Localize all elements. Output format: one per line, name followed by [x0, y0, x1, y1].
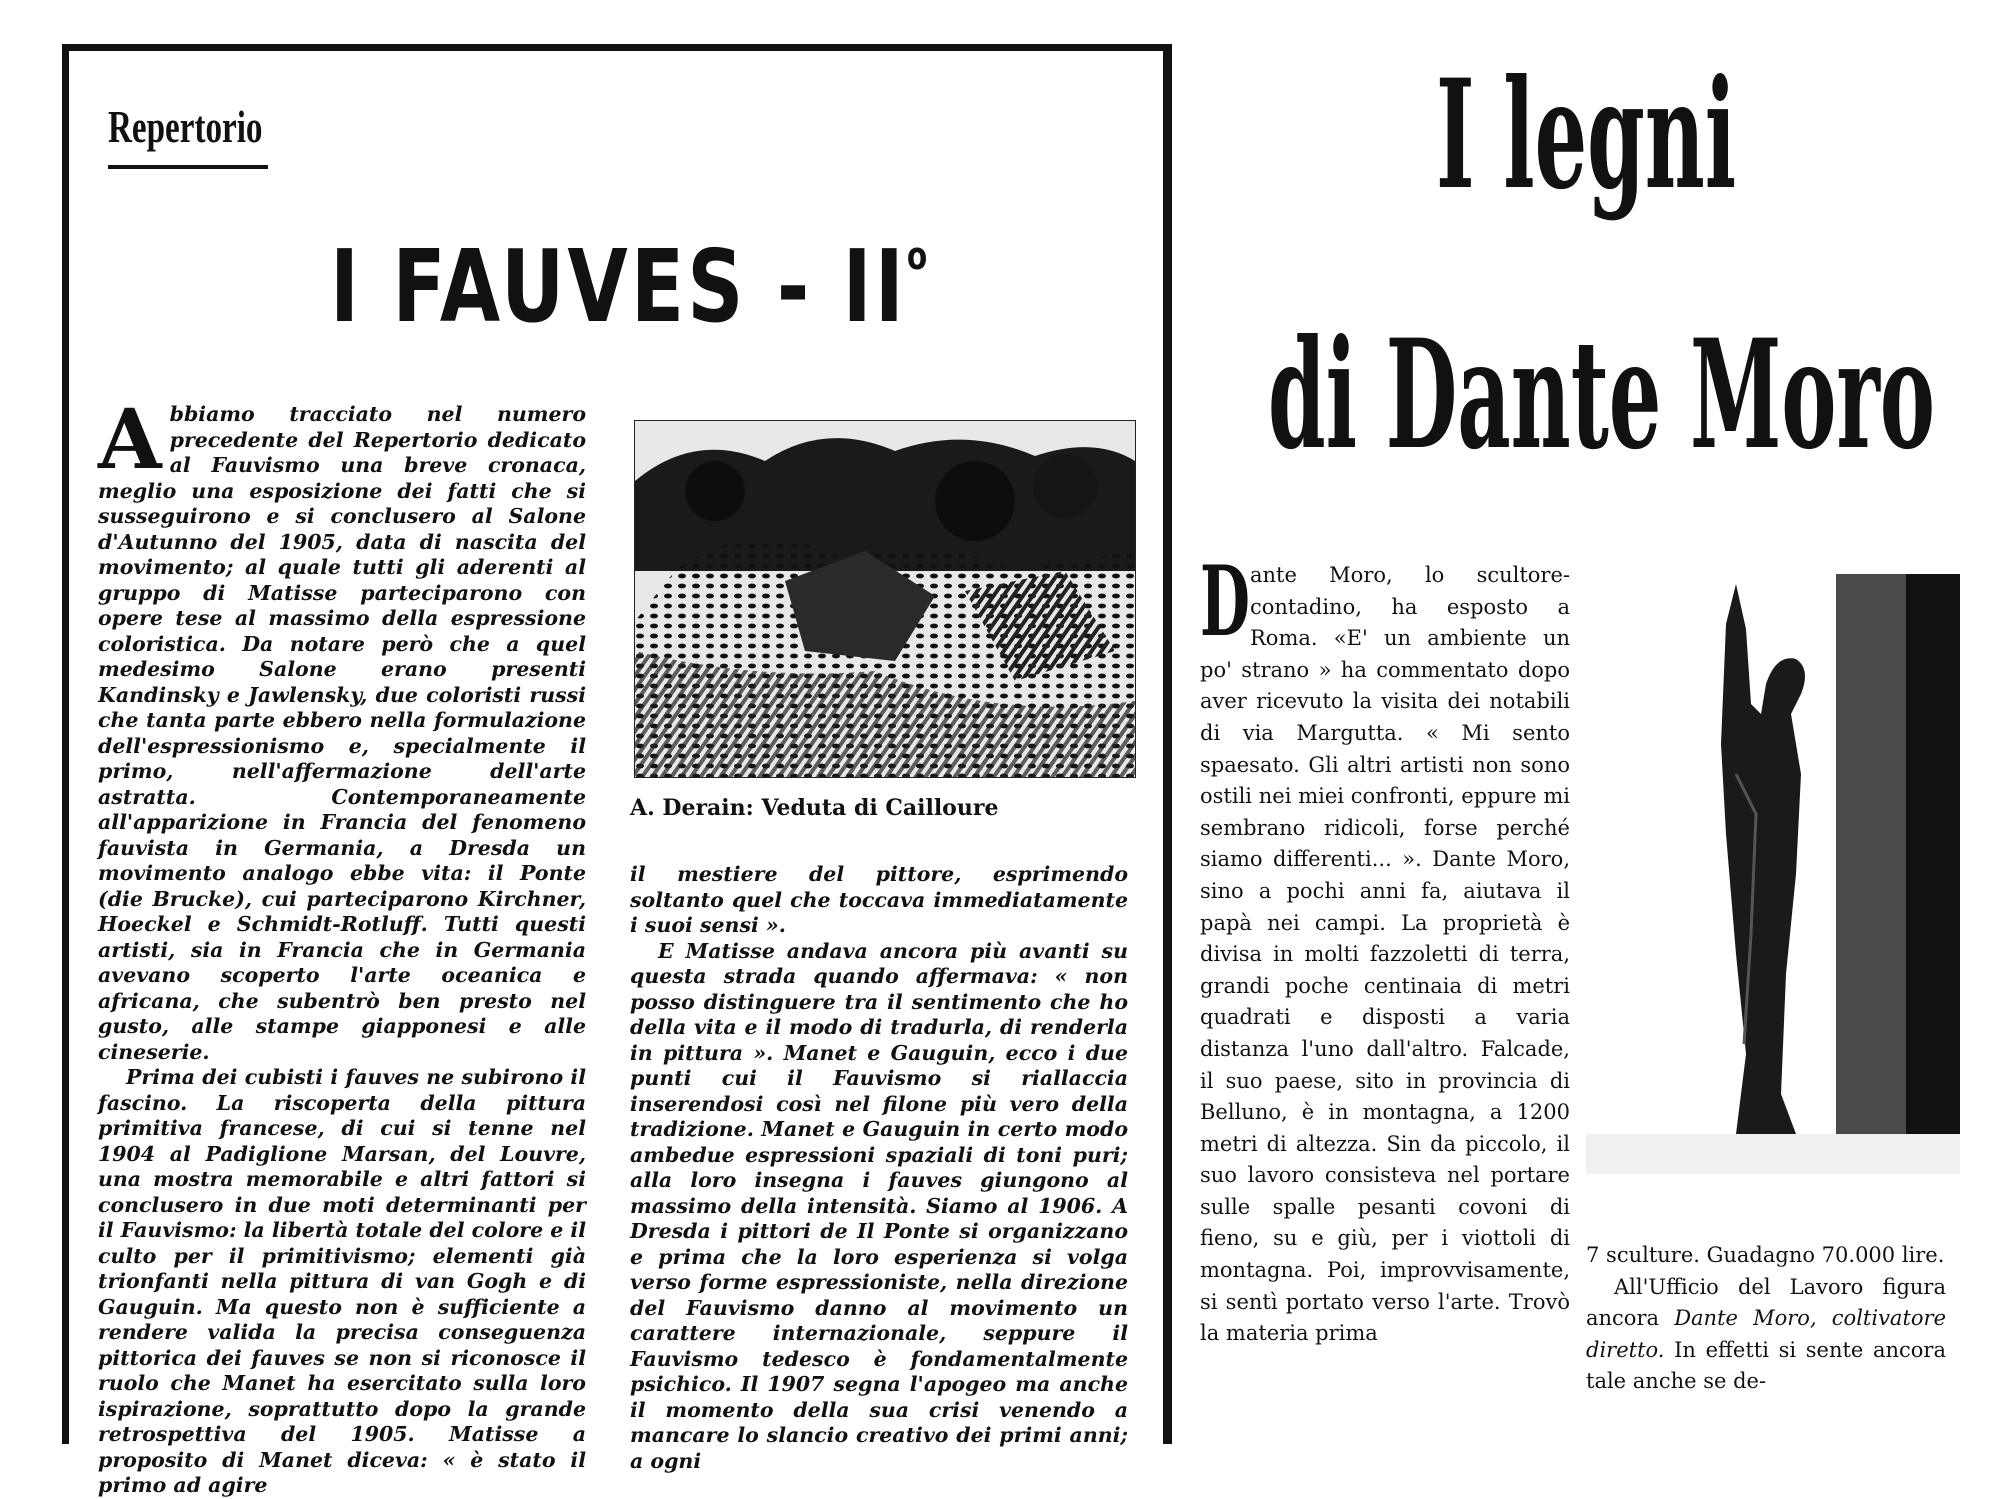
paragraph [1200, 545, 1570, 1350]
paragraph: Prima dei cubisti i fauves ne subirono il fascino. La riscoperta della pittura primitiva francese, di cui si tenne nel 1904 al Padiglione Marsan, del Louvre, una mostra memorabile e altri fattori si conclusero in due moti determinanti per il Fauvismo: la libertà totale del colore e il culto per il primitivismo; elementi già trionfanti nella pittura di van Gogh e di Gauguin. Ma questo non è sufficiente a rendere valida la precisa conseguenza pittorica dei fauves se non si riconosce il ruolo che Manet ha esercitato sulla loro ispirazione, soprattutto dopo la grande retrospettiva del 1905. Matisse a proposito di Manet diceva: « è stato il primo ad agire [98, 1065, 587, 1497]
dropcap-letter: D [1200, 545, 1250, 658]
paragraph [98, 392, 586, 1065]
paragraph-text: In effetti si sente ancora tale anche se de- [1586, 1337, 1946, 1394]
right-article-column [1200, 545, 1570, 1432]
left-article-column-1 [98, 392, 587, 1497]
paragraph [1586, 1272, 1946, 1398]
landscape-painting-image [635, 421, 1135, 777]
right-article-title-line-1: I legni [1436, 47, 1737, 223]
sculpture-photo [1586, 574, 1960, 1174]
article-headline [330, 228, 930, 345]
paragraph-text: bbiamo tracciato nel numero precedente del Repertorio dedicato al Fauvismo una breve cronaca, meglio una esposizione dei fatti che si susseguirono e si conclusero al Salone d'Autunno del 1905, data di nascita del movimento; al quale tutti gli aderenti al gruppo di Matisse parteciparono con opere tese al massimo della espressione coloristica. Da notare però che a quel medesimo Salone erano presenti Kandinsky e Jawlensky, due coloristi russi che tanta parte ebbero nella formulazione dell'espressionismo e, specialmente il primo, nell'affermazione dell'arte astratta. Contemporaneamente all'apparizione in Francia del fenomeno fauvista in Germania, a Dresda un movimento analogo ebbe vita: il Ponte (die Brucke), cui parteciparono Kirchner, Hoeckel e Schmidt-Rotluff. Tutti questi artisti, sia in Francia che in Germania avevano scoperto l'arte oceanica e africana, che subentrò ben presto nel gusto, alle stampe giapponesi e alle cineserie. [98, 402, 586, 1064]
right-article-title-line-2: di Dante Moro [1268, 307, 1935, 483]
painting-caption: A. Derain: Veduta di Cailloure [630, 795, 999, 821]
section-rubric: Repertorio [108, 101, 263, 152]
wood-sculpture-image [1586, 574, 1960, 1174]
sculpture-caption [1586, 1240, 1946, 1398]
paragraph: il mestiere del pittore, esprimendo soltanto quel che toccava immediatamente i suoi sensi ». [630, 862, 1128, 937]
paragraph-text: All'Ufficio del Lavoro figura ancora [1586, 1274, 1946, 1331]
caption-line: 7 sculture. Guadagno 70.000 lire. [1586, 1243, 1945, 1267]
paragraph-text: ante Moro, lo scultore-contadino, ha esposto a Roma. «E' un ambiente un po' strano » ha commentato dopo aver ricevuto la visita dei notabili di via Margutta. « Mi sento spaesato. Gli altri artisti non sono ostili nei miei confronti, eppure mi sembrano ridicoli, forse perché siamo differenti... ». Dante Moro, sino a pochi anni fa, aiutava il papà nei campi. La proprietà è divisa in molti fazzoletti di terra, grandi poche centinaia di metri quadrati e disposti a varia distanza l'uno dall'altro. Falcade, il suo paese, sito in provincia di Belluno, è in montagna, a 1200 metri di altezza. Sin da piccolo, il suo lavoro consisteva nel portare sulle spalle pesanti covoni di fieno, su e giù, per i viottoli di montagna. Poi, improvvisamente, si sentì portato verso l'arte. Trovò la materia prima [1200, 563, 1570, 1346]
painting-photo [634, 420, 1136, 778]
headline-text: I FAUVES - II [330, 228, 907, 345]
headline-ordinal: o [906, 234, 931, 278]
left-article-column-2 [630, 862, 1128, 1473]
paragraph-italic-text: Dante Moro, coltivatore diretto. [1586, 1306, 1946, 1362]
dropcap-letter: A [98, 392, 162, 488]
paragraph: E Matisse andava ancora più avanti su questa strada quando affermava: « non posso distinguere tra il sentimento che ho della vita e il modo di tradurla, di renderla in pittura ». Manet e Gauguin, ecco i due punti cui il Fauvismo si riallaccia inserendosi così nel filone più vero della tradizione. Manet e Gauguin in certo modo ambedue espressioni spaziali di toni puri; alla loro insegna i fauves giungono al massimo della intensità. Siamo al 1906. A Dresda i pittori de Il Ponte si organizzano e prima che la loro esperienza si volga verso forme espressioniste, nella direzione del Fauvismo danno al movimento un carattere internazionale, seppure il Fauvismo tedesco è fondamentalmente psichico. Il 1907 segna l'apogeo ma anche il momento della sua crisi venendo a mancare lo slancio creativo dei primi anni; a ogni [630, 938, 1128, 1473]
rubric-underline [108, 165, 268, 169]
